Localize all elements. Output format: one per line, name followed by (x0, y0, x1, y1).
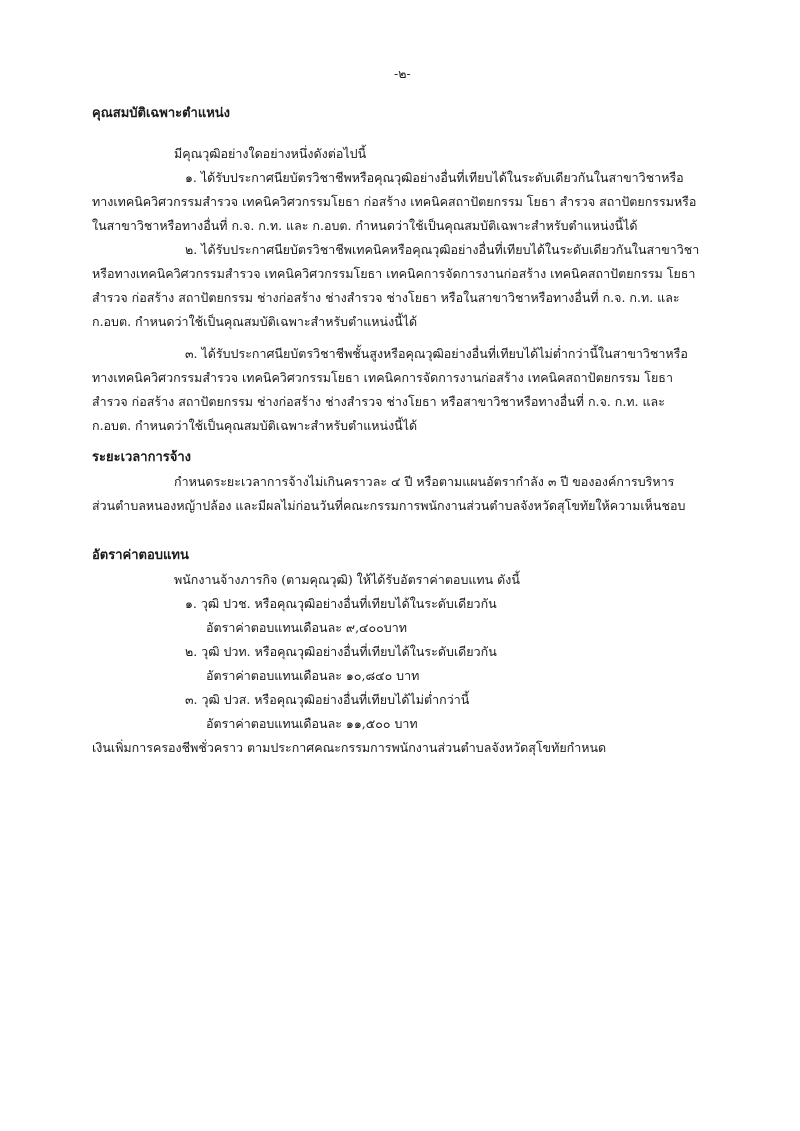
qualification-item-2-line-4: ก.อบต. กำหนดว่าใช้เป็นคุณสมบัติเฉพาะสำหรับตำแหน่งนี้ได้ (92, 314, 418, 329)
employment-period-heading: ระยะเวลาการจ้าง (92, 450, 191, 465)
qualification-item-2-line-1: ๒. ได้รับประกาศนียบัตรวิชาชีพเทคนิคหรือคุณวุฒิอย่างอื่นที่เทียบได้ในระดับเดียวกันในสาขาวิชา (185, 242, 700, 257)
compensation-item-1-title: ๑. วุฒิ ปวช. หรือคุณวุฒิอย่างอื่นที่เทียบได้ในระดับเดียวกัน (185, 596, 497, 611)
qualification-item-2-line-3: สำรวจ ก่อสร้าง สถาปัตยกรรม ช่างก่อสร้าง ช่างสำรวจ ช่างโยธา หรือในสาขาวิชาหรือทางอื่นที่ ก.จ. ก.ท. และ (92, 290, 680, 305)
page-number: -๒- (394, 66, 411, 81)
compensation-item-3-title: ๓. วุฒิ ปวส. หรือคุณวุฒิอย่างอื่นที่เทียบได้ไม่ต่ำกว่านี้ (185, 692, 470, 707)
compensation-footer: เงินเพิ่มการครองชีพชั่วคราว ตามประกาศคณะกรรมการพนักงานส่วนตำบลจังหวัดสุโขทัยกำหนด (92, 740, 607, 755)
compensation-item-3-rate: อัตราค่าตอบแทนเดือนละ ๑๑,๕๐๐ บาท (206, 716, 418, 731)
qualification-item-3-line-1: ๓. ได้รับประกาศนียบัตรวิชาชีพชั้นสูงหรือคุณวุฒิอย่างอื่นที่เทียบได้ไม่ต่ำกว่านี้ในสาขาวิชาหรือ (185, 346, 688, 361)
qualifications-heading: คุณสมบัติเฉพาะตำแหน่ง (92, 106, 231, 121)
compensation-intro: พนักงานจ้างภารกิจ (ตามคุณวุฒิ) ให้ได้รับอัตราค่าตอบแทน ดังนี้ (174, 572, 520, 587)
compensation-item-2-rate: อัตราค่าตอบแทนเดือนละ ๑๐,๘๔๐ บาท (206, 668, 420, 683)
qualification-item-3-line-2: ทางเทคนิควิศวกรรมสำรวจ เทคนิควิศวกรรมโยธา เทคนิคการจัดการงานก่อสร้าง เทคนิคสถาปัตยกรรม โยธา (92, 370, 673, 385)
compensation-item-1-rate: อัตราค่าตอบแทนเดือนละ ๙,๔๐๐บาท (206, 620, 407, 635)
qualifications-intro: มีคุณวุฒิอย่างใดอย่างหนึ่งดังต่อไปนี้ (174, 146, 367, 161)
qualification-item-1-line-1: ๑. ได้รับประกาศนียบัตรวิชาชีพหรือคุณวุฒิอย่างอื่นที่เทียบได้ในระดับเดียวกันในสาขาวิชาหรือ (185, 170, 684, 185)
compensation-item-2-title: ๒. วุฒิ ปวท. หรือคุณวุฒิอย่างอื่นที่เทียบได้ในระดับเดียวกัน (185, 644, 497, 659)
employment-period-line-1: กำหนดระยะเวลาการจ้างไม่เกินคราวละ ๔ ปี หรือตามแผนอัตรากำลัง ๓ ปี ขององค์การบริหาร (174, 474, 675, 489)
qualification-item-3-line-4: ก.อบต. กำหนดว่าใช้เป็นคุณสมบัติเฉพาะสำหรับตำแหน่งนี้ได้ (92, 418, 418, 433)
compensation-heading: อัตราค่าตอบแทน (92, 548, 189, 563)
qualification-item-1-line-3: ในสาขาวิชาหรือทางอื่นที่ ก.จ. ก.ท. และ ก.อบต. กำหนดว่าใช้เป็นคุณสมบัติเฉพาะสำหรับตำแหน่งนี้ได้ (92, 218, 638, 233)
employment-period-line-2: ส่วนตำบลหนองหญ้าปล้อง และมีผลไม่ก่อนวันที่คณะกรรมการพนักงานส่วนตำบลจังหวัดสุโขทัยให้ความเห็นชอบ (92, 498, 686, 513)
qualification-item-2-line-2: หรือทางเทคนิควิศวกรรมสำรวจ เทคนิควิศวกรรมโยธา เทคนิคการจัดการงานก่อสร้าง เทคนิคสถาปัตยกรรม โยธา (92, 266, 696, 281)
qualification-item-1-line-2: ทางเทคนิควิศวกรรมสำรวจ เทคนิควิศวกรรมโยธา ก่อสร้าง เทคนิคสถาปัตยกรรม โยธา สำรวจ สถาปัตยกรรมหรือ (92, 194, 697, 209)
qualification-item-3-line-3: สำรวจ ก่อสร้าง สถาปัตยกรรม ช่างก่อสร้าง ช่างสำรวจ ช่างโยธา หรือสาขาวิชาหรือทางอื่นที่ ก.จ. ก.ท. และ (92, 394, 665, 409)
